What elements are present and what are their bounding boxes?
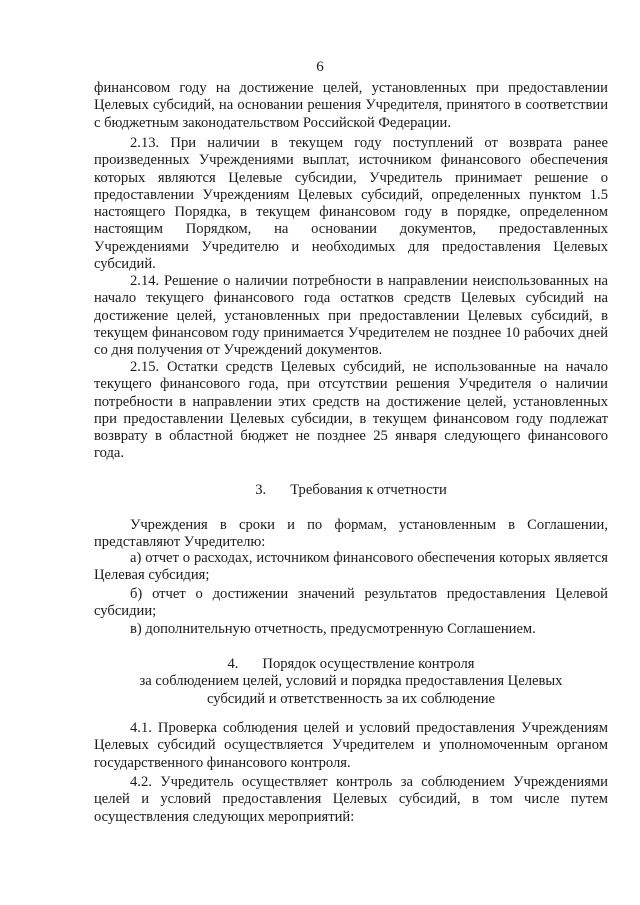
paragraph-2-13: 2.13. При наличии в текущем году поступлений от возврата ранее произведенных Учреждениями выплат, источником финансового обеспечения которых являются Целевые субсидии, Учредитель принимает решение о предоставлении Учреждениям Целевых субсидий, определенных пунктом 1.5 настоящего Порядка, в текущем финансовом году в порядке, определенном настоящим Порядком, на основании документов, предоставленных Учреждениями Учредителю и необходимых для предоставления Целевых субсидий. (94, 135, 608, 273)
paragraph-4-1: 4.1. Проверка соблюдения целей и условий предоставления Учреждениям Целевых субсидий осуществляется Учредителем и уполномоченным органом государственного финансового контроля. (94, 720, 608, 771)
section-3-title: Требования к отчетности (290, 482, 447, 498)
list-item-b: б) отчет о достижении значений результатов предоставления Целевой субсидии; (94, 586, 608, 620)
section-4-title-line-3: субсидий и ответственность за их соблюдение (206, 690, 496, 707)
section-3-intro: Учреждения в сроки и по формам, установленным в Соглашении, представляют Учредителю: (94, 517, 608, 551)
paragraph-2-14: 2.14. Решение о наличии потребности в направлении неиспользованных на начало текущего финансового года остатков средств Целевых субсидий на достижение целей, установленных при предоставлении Целевых субсидий, в текущем финансовом году принимается Учредителем не позднее 10 рабочих дней со дня получения от Учреждений документов. (94, 273, 608, 359)
list-item-c: в) дополнительную отчетность, предусмотренную Соглашением. (130, 621, 536, 637)
page-number: 6 (316, 59, 324, 75)
section-3-heading (94, 482, 608, 499)
paragraph-4-2: 4.2. Учредитель осуществляет контроль за соблюдением Учреждениями целей и условий предоставления Целевых субсидий, в том числе путем осуществления следующих мероприятий: (94, 774, 608, 825)
section-3-number: 3. (255, 482, 267, 498)
paragraph-continuation: финансовом году на достижение целей, установленных при предоставлении Целевых субсидий, на основании решения Учредителя, принятого в соответствии с бюджетным законодательством Российской Федерации. (94, 80, 608, 131)
list-item-a: а) отчет о расходах, источником финансового обеспечения которых является Целевая субсидия; (94, 550, 608, 584)
section-4-number: 4. (227, 656, 239, 672)
section-4-title-line-1: 4. Порядок осуществление контроля (227, 656, 475, 672)
section-4-heading (94, 656, 608, 708)
paragraph-2-15: 2.15. Остатки средств Целевых субсидий, не использованные на начало текущего финансового года, при отсутствии решения Учредителя о наличии потребности в направлении этих средств на достижение целей, установленных при предоставлении Целевых субсидии, в текущем финансовом году подлежат возврату в областной бюджет не позднее 25 января следующего финансового года. (94, 359, 608, 462)
section-4-title-line-2: за соблюдением целей, условий и порядка предоставления Целевых (139, 673, 563, 690)
